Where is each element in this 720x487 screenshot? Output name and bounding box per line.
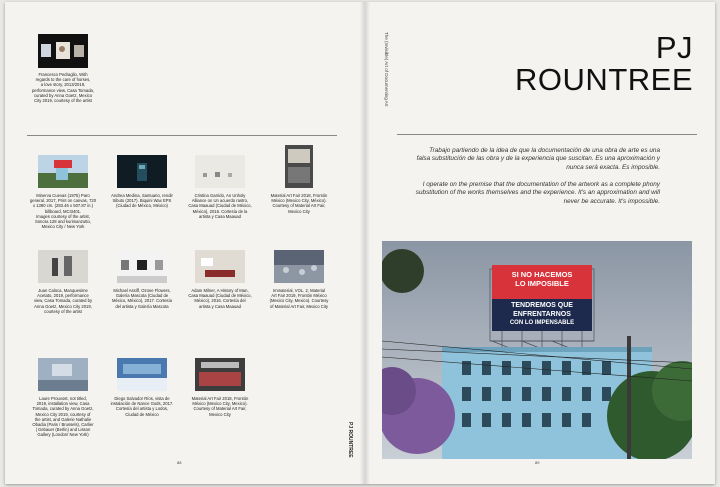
intro-english: I operate on the premise that the documentation of the artwork as a complete phony substitution of the works themselves and the experience. It's an approximation and will never be accurate. It's impossible. [415, 181, 660, 205]
caption-line: Alliance on Un acuerdo rastro, [191, 198, 249, 204]
caption-milner [184, 288, 256, 309]
thumb-medina[interactable] [117, 155, 167, 188]
caption-line: instalación de Nance Gods, 2017. [110, 401, 174, 407]
caption-assiff [106, 288, 178, 309]
caption-line: of Material Art Fair, Mexico City [270, 303, 328, 309]
title-line-1: PJ [655, 30, 693, 65]
title-line-2: ROUNTREE [515, 62, 693, 97]
thumb-pedraglio[interactable] [38, 34, 88, 68]
caption-line: (Ciudad de México, México) [116, 203, 168, 209]
caption-line: Obadia (Paris / Brussels), Carlier [32, 422, 94, 428]
caption-line: Laure Prouvost, not titled, [39, 396, 87, 401]
caption-line: Tomada, curated by Anna Goetz, [32, 406, 94, 412]
billboard-line-5: CON LO IMPENSABLE [509, 320, 575, 326]
billboard-line-4: ENFRENTARNOS [513, 310, 571, 318]
caption-line: Mexico City 2019, courtesy of [35, 411, 91, 417]
left-page [5, 2, 360, 484]
page-number-right: 89 [535, 460, 540, 465]
caption-line: the artist, and Galerie Nathalie [34, 416, 92, 422]
caption-line: 2019, installation view, Casa [36, 401, 90, 407]
billboard-photo[interactable] [382, 241, 692, 459]
caption-cuevas [27, 193, 99, 229]
caption-garrido [184, 193, 256, 219]
thumb-cuevas[interactable] [38, 155, 88, 188]
caption-line: general, 2017, Print on canvas, 720 [29, 198, 97, 204]
caption-line: Minerva Cuevas (1975) Paro [36, 193, 90, 198]
caption-line: regards to the care of horses, [35, 77, 91, 83]
caption-line: Diego Salvador Ríos, vista de [114, 396, 170, 401]
caption-line: Material Art Fair 2018, Frontón [191, 396, 249, 401]
magazine-spread [5, 2, 715, 484]
caption-line: billboard, MCI3401. [44, 208, 82, 214]
right-page [365, 2, 715, 484]
caption-line: Ciudad de México [125, 411, 159, 417]
thumb-milner[interactable] [195, 250, 245, 283]
caption-line: Gallery (London/ New York) [37, 432, 89, 438]
thumb-material-2018-b[interactable] [195, 358, 245, 391]
caption-line: Courtesy of Material Art Fair, [272, 203, 326, 209]
caption-line: Francesco Pedraglio, With [38, 72, 88, 77]
caption-line: México), 2016. Cortesía del [194, 298, 246, 304]
billboard-line-1: SI NO HACEMOS [511, 270, 573, 279]
thumb-prouvost[interactable] [38, 358, 88, 391]
caption-line: Art Fair 2019, Frontón México [271, 293, 327, 299]
caption-line: Galería Mascota (Ciudad de [115, 293, 169, 299]
page-number-left: 88 [177, 460, 182, 465]
caption-line: Acetato, 2019, performance [37, 293, 89, 299]
billboard-text [492, 266, 592, 330]
thumb-caloca[interactable] [38, 250, 88, 283]
billboard-line-3: TENDREMOS QUE [511, 302, 573, 309]
caption-line: Sonora 128 and kurimanzutto, [34, 219, 92, 225]
caption-line: view, Casa Tomada, curated by [33, 298, 93, 304]
caption-line: Mexico City [209, 411, 231, 417]
thumb-rios[interactable] [117, 358, 167, 391]
caption-line: a love story, 2013/2019, [40, 82, 86, 88]
caption-line: Michael Assiff, Ozone Flowers, [113, 288, 171, 293]
caption-line: Cortesía del artista y Lodos, [115, 406, 169, 412]
caption-line: City 2019, courtesy of the artist [34, 98, 92, 104]
caption-line: México (Mexico City, México). [271, 198, 327, 204]
caption-caloca [27, 288, 99, 314]
caption-line: artista y Casa Maauad [199, 213, 241, 219]
right-rule [397, 134, 697, 135]
thumb-immaterial[interactable] [274, 250, 324, 283]
caption-line: Images courtesy of the artist, [36, 213, 90, 219]
caption-medina [106, 193, 178, 209]
caption-line: Juan Caloca, Manquesime [38, 288, 88, 293]
caption-line: courtesy of the artist [44, 308, 82, 314]
intro-spanish: Trabajo partiendo de la idea de que la documentación de una obra de arte es una falsa substitución de las obra y de la experiencia que suscitan. Es una aproximación y nunca será exacta. Es imposible. [416, 147, 660, 171]
caption-prouvost [27, 396, 99, 438]
caption-material-2018-b [184, 396, 256, 417]
caption-line: México), 2016. Cortesía de la [192, 208, 248, 214]
caption-line: performance view, Casa Tomada, [31, 87, 95, 93]
running-head: The (Invisible) Art of Documenting Art [384, 32, 389, 107]
caption-line: artista y Casa Maauad [199, 303, 241, 309]
caption-line: Casa Maauad (Ciudad de México, [188, 203, 252, 209]
caption-line: Casa Maauad (Ciudad de México, [188, 293, 252, 299]
caption-line: tributo (2017). Biquini Wax EPS [112, 198, 172, 204]
caption-line: Courtesy of Material Art Fair, [193, 406, 247, 412]
caption-material-2018-a [263, 193, 335, 214]
caption-line: (Mexico City, Mexico). Courtesy [269, 298, 329, 304]
caption-line: Cristina Garrido, An Unholy [194, 193, 246, 198]
thumb-garrido[interactable] [195, 155, 245, 188]
thumb-assiff[interactable] [117, 250, 167, 283]
thumb-material-2018-a[interactable] [285, 145, 313, 188]
caption-pedraglio [27, 72, 99, 103]
caption-line: Mexico City [288, 208, 310, 214]
caption-immaterial [263, 288, 335, 309]
caption-line: Immaterial, VOL. 2, Material [272, 288, 326, 293]
caption-line: Andrea Medina, Santuario, rendir [111, 193, 173, 198]
caption-line: Mexico City / New York [41, 224, 85, 230]
left-rule [27, 135, 337, 136]
spine-label: PJ ROUNTREE [347, 422, 353, 458]
caption-line: | Gebauer (Berlin) and Lisson [35, 427, 91, 433]
caption-line: curated by Anna Goetz, Mexico [33, 92, 93, 98]
caption-line: México (Mexico City, Mexico). [192, 401, 248, 407]
caption-line: México, México), 2017. Cortesía [111, 298, 173, 304]
caption-line: x 1390 cm. (283.46 x 507.87 in.) [32, 203, 94, 209]
caption-rios [106, 396, 178, 417]
article-title [515, 32, 693, 96]
caption-line: Anna Goetz, Mexico City 2019, [34, 303, 92, 309]
caption-line: Material Art Fair 2018, Frontón [270, 193, 328, 198]
caption-line: Adam Milner, A History of Man, [191, 288, 249, 293]
caption-line: del artista y Galería Mascota [115, 303, 169, 309]
billboard-line-2: LO IMPOSIBLE [515, 279, 569, 288]
